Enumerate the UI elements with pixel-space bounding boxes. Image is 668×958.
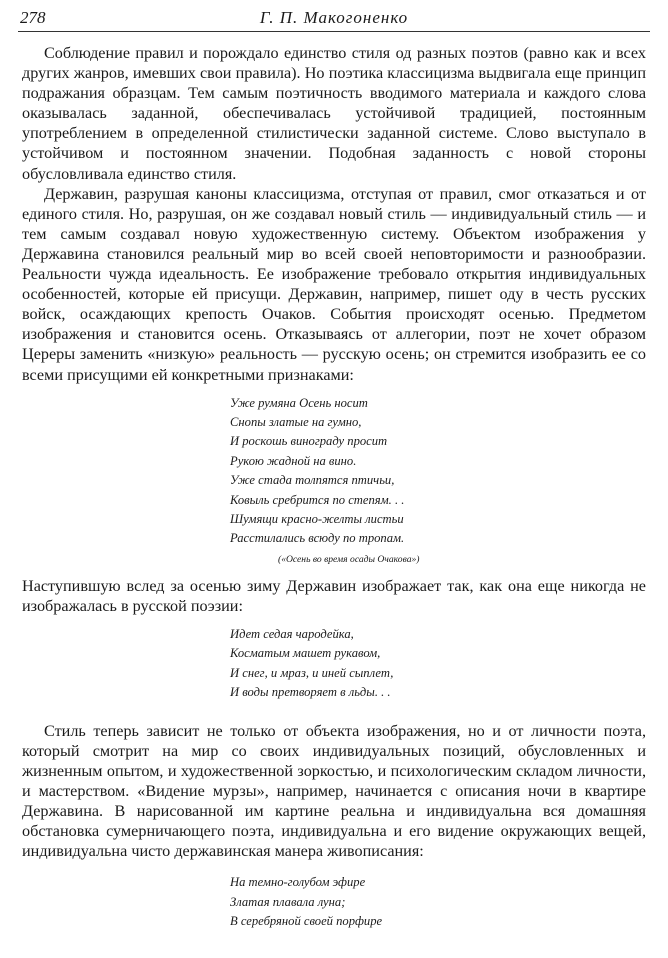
header-rule	[18, 31, 650, 32]
paragraph-style: Стиль теперь зависит не только от объекта изображения, но и от личности поэта, который смотрит на мир со своих индивидуальных позиций, обусловленных и жизненным опытом, и художественной зоркостью, и психологическим складом личности, и мастерством. «Видение мурзы», например, начинается с описания ночи в квартире Державина. В нарисованной им картине реальна и индивидуальна вся домашняя обстановка сумерничающего поэта, индивидуальна и его видение окружающих вещей, индивидуальна чисто державинская манера живописания:	[22, 721, 646, 861]
verse-night	[230, 873, 646, 931]
verse-line: Златая плавала луна;	[230, 894, 346, 909]
verse-line: Уже румяна Осень носит	[230, 395, 368, 410]
verse-line: Ковыль сребрится по степям. . .	[230, 492, 405, 507]
verse-line: Идет седая чародейка,	[230, 627, 354, 642]
verse-line: Косматым машет рукавом,	[230, 646, 381, 661]
verse-line: Уже стада толпятся птичьи,	[230, 473, 395, 488]
verse-line: Шумящи красно-желты листьи	[230, 512, 404, 527]
verse-attribution: («Осень во время осады Очакова»)	[278, 553, 420, 565]
page-number: 278	[20, 8, 46, 27]
verse-autumn	[230, 394, 646, 549]
paragraph-derzhavin: Державин, разрушая каноны классицизма, отступая от правил, смог отказаться и от единого стиля. Но, разрушая, он же создавал новый стиль — индивидуальный стиль — и тем самым создавал новую художественную систему. Объектом изображения у Державина становился реальный мир во всей своей неповторимости и разнообразии. Реальности чужда идеальность. Ее изображение требовало открытия индивидуальных особенностей, которые ей присущи. Державин, например, пишет оду в честь русских войск, осаждающих крепость Очаков. События происходят осенью. Предметом изображения и становится осень. Отказываясь от аллегории, поэт не хочет образом Цереры заменить «низкую» реальность — русскую осень; он стремится изобразить ее со всеми присущими ей конкретными признаками:	[22, 184, 646, 384]
verse-line: И роскошь винограду просит	[230, 434, 388, 449]
verse-line: Рукою жадной на вино.	[230, 453, 357, 468]
verse-line: Расстилались всюду по тропам.	[230, 531, 405, 546]
verse-line: И воды претворяет в льды. . .	[230, 685, 391, 700]
verse-line: На темно-голубом эфире	[230, 875, 366, 890]
paragraph-classicism: Соблюдение правил и порождало единство стиля од разных поэтов (равно как и всех других жанров, имевших свои правила). Но поэтика классицизма выдвигала еще принцип подражания образцам. Тем самым поэтичность вводимого материала и каждого слова оказывалась заданной, обеспечивалась устойчивой традицией, постоянным употреблением в определенной стилистически заданной системе. Слово выступало в устойчивом и постоянном значении. Подобная заданность с новой стороны обусловливала единство стиля.	[22, 44, 646, 183]
verse-line: И снег, и мраз, и иней сыплет,	[230, 665, 394, 680]
page-body	[22, 43, 646, 932]
verse-winter	[230, 625, 646, 703]
running-head: Г. П. Макогоненко	[259, 8, 409, 27]
verse-line: Снопы златые на гумно,	[230, 415, 362, 429]
paragraph-winter: Наступившую вслед за осенью зиму Державин изображает так, как она еще никогда не изображалась в русской поэзии:	[22, 576, 646, 615]
verse-line: В серебряной своей порфире	[230, 914, 383, 929]
